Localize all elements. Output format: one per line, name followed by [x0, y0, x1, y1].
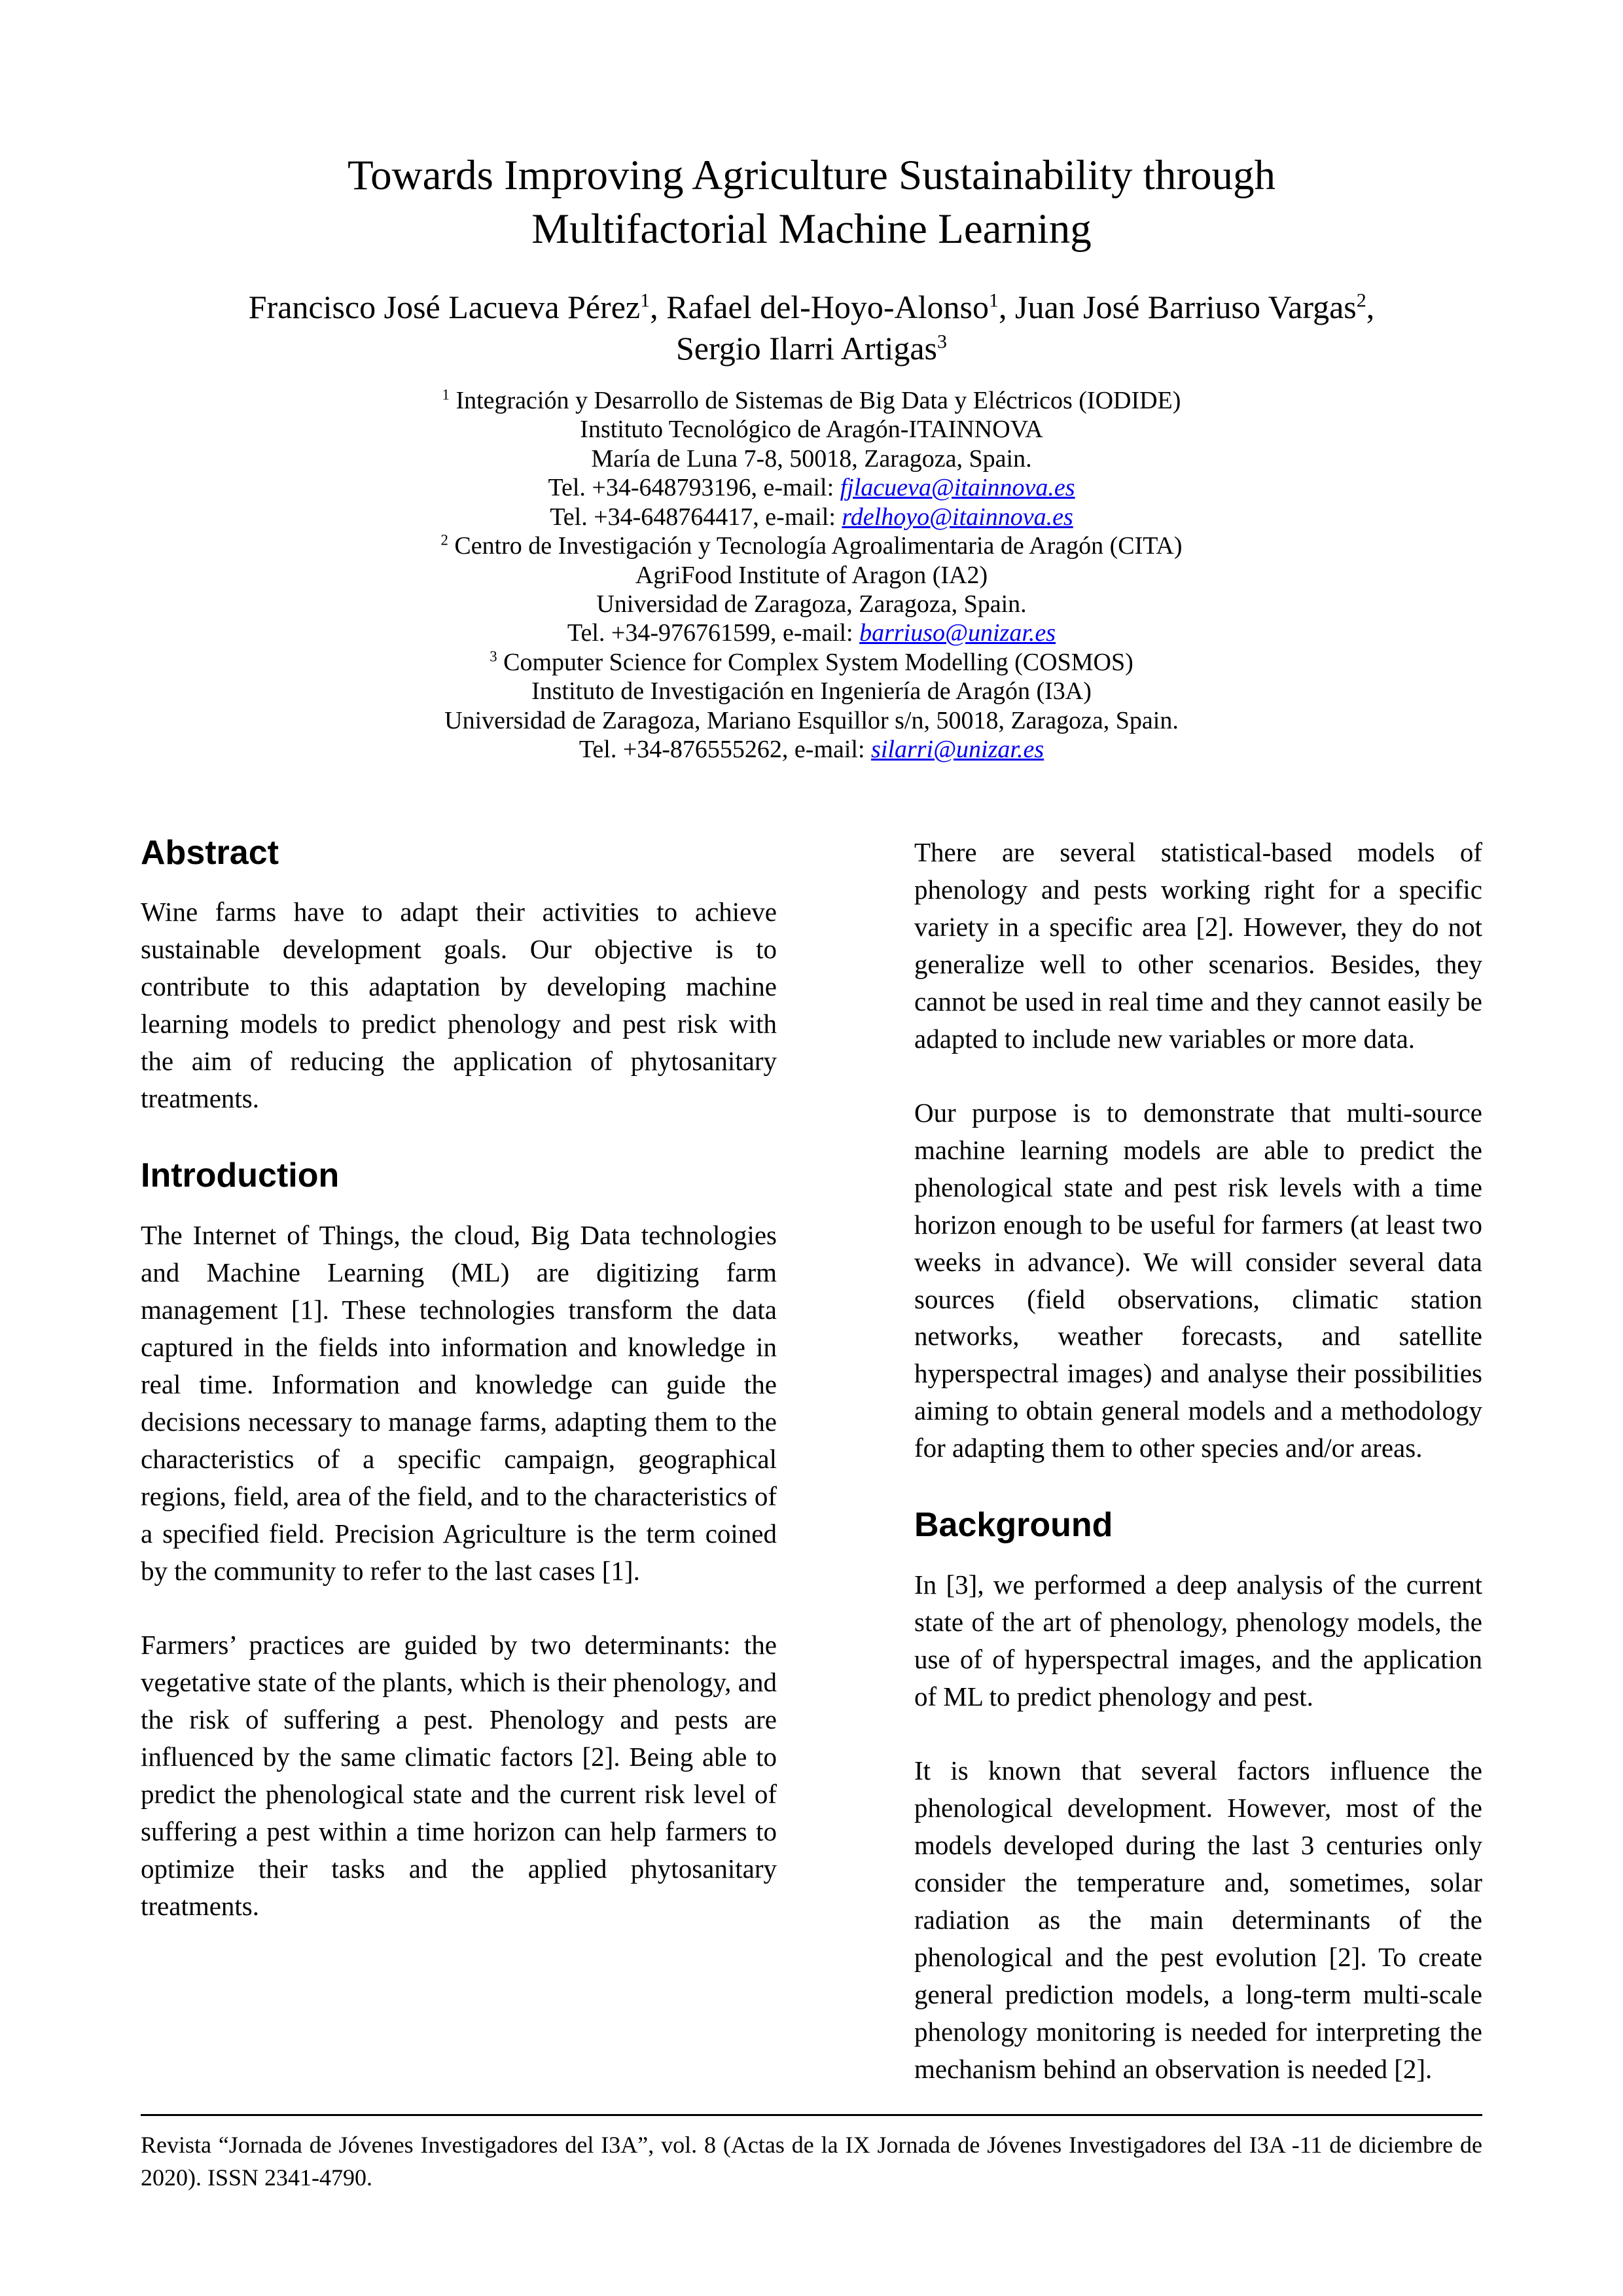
affiliation-line	[141, 619, 1482, 647]
right-column	[914, 834, 1482, 2125]
author-affiliation-mark: 2	[1356, 289, 1366, 312]
author-affiliation-mark: 1	[640, 289, 651, 312]
affiliation-text: Universidad de Zaragoza, Mariano Esquillor s/n, 50018, Zaragoza, Spain.	[444, 706, 1179, 734]
author-affiliation-mark: 3	[937, 331, 947, 353]
affiliation-number: 2	[440, 531, 448, 548]
affiliation-number: 3	[490, 648, 497, 665]
affiliation-text: Integración y Desarrollo de Sistemas de Big Data y Eléctricos (IODIDE)	[455, 386, 1181, 414]
author-separator: ,	[1366, 288, 1375, 325]
affiliation-line	[141, 386, 1482, 415]
footer-note: Revista “Jornada de Jóvenes Investigadores del I3A”, vol. 8 (Actas de la IX Jornada de Jóvenes Investigadores del I3A -11 de diciembre de 2020). ISSN 2341-4790.	[141, 2132, 1482, 2191]
affiliation-line	[141, 706, 1482, 735]
author-affiliation-mark: 1	[989, 289, 999, 312]
affiliation-line	[141, 677, 1482, 706]
paper-title	[141, 149, 1482, 257]
background-paragraph-2: It is known that several factors influence the phenological development. However, most of the models developed during the last 3 centuries only consider the temperature and, sometimes, solar radiation as the main determinants of the phenological and the pest evolution [2]. To create general prediction models, a long-term multi-scale phenology monitoring is needed for interpreting the mechanism behind an observation is needed [2].	[914, 1755, 1482, 2085]
abstract-body: Wine farms have to adapt their activities to achieve sustainable development goals. Our objective is to contribute to this adaptation by developing machine learning models to predict phenology and pest risk with the aim of reducing the application of phytosanitary treatments.	[141, 897, 777, 1114]
author-name: Francisco José Lacueva Pérez	[248, 288, 641, 325]
affiliation-line	[141, 415, 1482, 444]
paper-title-line-1: Towards Improving Agriculture Sustainability through	[347, 152, 1276, 199]
affiliation-line	[141, 444, 1482, 473]
affiliation-line	[141, 735, 1482, 764]
author-name: Juan José Barriuso Vargas	[1015, 288, 1357, 325]
author-name: Rafael del-Hoyo-Alonso	[666, 288, 990, 325]
column2-paragraph-2: Our purpose is to demonstrate that multi-source machine learning models are able to predict the phenological state and pest risk levels with a time horizon enough to be useful for farmers (at least two weeks in advance). We will consider several data sources (field observations, climatic station networks, weather forecasts, and satellite hyperspectral images) and analyse their possibilities aiming to obtain general models and a methodology for adapting them to other species and/or areas.	[914, 1097, 1482, 1463]
author-name: Sergio Ilarri Artigas	[676, 329, 937, 367]
authors-line	[141, 287, 1482, 369]
affiliation-line	[141, 590, 1482, 619]
introduction-paragraph-2: Farmers’ practices are guided by two determinants: the vegetative state of the plants, which is their phenology, and the risk of suffering a pest. Phenology and pests are influenced by the same climatic factors [2]. Being able to predict the phenological state and the current risk level of suffering a pest within a time horizon can help farmers to optimize their tasks and the applied phytosanitary treatments.	[141, 1630, 777, 1921]
affiliation-text: Tel. +34-648793196, e-mail:	[548, 474, 834, 502]
introduction-paragraph-1: The Internet of Things, the cloud, Big Data technologies and Machine Learning (ML) are digitizing farm management [1]. These technologies transform the data captured in the fields into information and knowledge in real time. Information and knowledge can guide the decisions necessary to manage farms, adapting them to the characteristics of a specific campaign, geographical regions, field, area of the field, and to the characteristics of a specified field. Precision Agriculture is the term coined by the community to refer to the last cases [1].	[141, 1220, 777, 1587]
affiliation-text: Instituto de Investigación en Ingeniería de Aragón (I3A)	[531, 677, 1092, 706]
author-separator: ,	[999, 288, 1007, 325]
affiliation-text: Instituto Tecnológico de Aragón-ITAINNOVA	[580, 416, 1043, 444]
section-heading-background: Background	[914, 1506, 1113, 1545]
affiliation-line	[141, 531, 1482, 560]
affiliation-line	[141, 473, 1482, 502]
affiliation-number: 1	[442, 386, 450, 403]
affiliation-text: AgriFood Institute of Aragon (IA2)	[635, 561, 988, 589]
left-column	[141, 834, 777, 2125]
email-link-barriuso[interactable]: barriuso@unizar.es	[859, 619, 1056, 647]
affiliation-line	[141, 503, 1482, 531]
footer	[141, 2114, 1482, 2194]
affiliation-text: Tel. +34-876555262, e-mail:	[579, 736, 865, 764]
author-separator: ,	[650, 288, 658, 325]
affiliation-text: Universidad de Zaragoza, Zaragoza, Spain.	[596, 590, 1027, 618]
affiliation-text: Tel. +34-648764417, e-mail:	[550, 503, 836, 531]
affiliations-block	[141, 386, 1482, 764]
section-heading-introduction: Introduction	[141, 1157, 340, 1195]
email-link-silarri[interactable]: silarri@unizar.es	[871, 736, 1044, 764]
email-link-fjlacueva[interactable]: fjlacueva@itainnova.es	[840, 474, 1075, 502]
two-column-body	[141, 834, 1482, 2125]
affiliation-line	[141, 648, 1482, 677]
section-heading-abstract: Abstract	[141, 833, 279, 872]
affiliation-text: Computer Science for Complex System Modelling (COSMOS)	[503, 648, 1133, 676]
background-paragraph-1: In [3], we performed a deep analysis of the current state of the art of phenology, phenology models, the use of of hyperspectral images, and the application of ML to predict phenology and pest.	[914, 1570, 1482, 1712]
paper-title-line-2: Multifactorial Machine Learning	[531, 205, 1092, 253]
affiliation-text: María de Luna 7-8, 50018, Zaragoza, Spain.	[591, 444, 1032, 473]
column2-paragraph-1: There are several statistical-based models of phenology and pests working right for a specific variety in a specific area [2]. However, they do not generalize well to other scenarios. Besides, they cannot be used in real time and they cannot easily be adapted to include new variables or more data.	[914, 836, 1482, 1054]
affiliation-text: Tel. +34-976761599, e-mail:	[567, 619, 853, 647]
affiliation-text: Centro de Investigación y Tecnología Agroalimentaria de Aragón (CITA)	[454, 532, 1183, 560]
affiliation-line	[141, 561, 1482, 590]
email-link-rdelhoyo[interactable]: rdelhoyo@itainnova.es	[842, 503, 1073, 531]
